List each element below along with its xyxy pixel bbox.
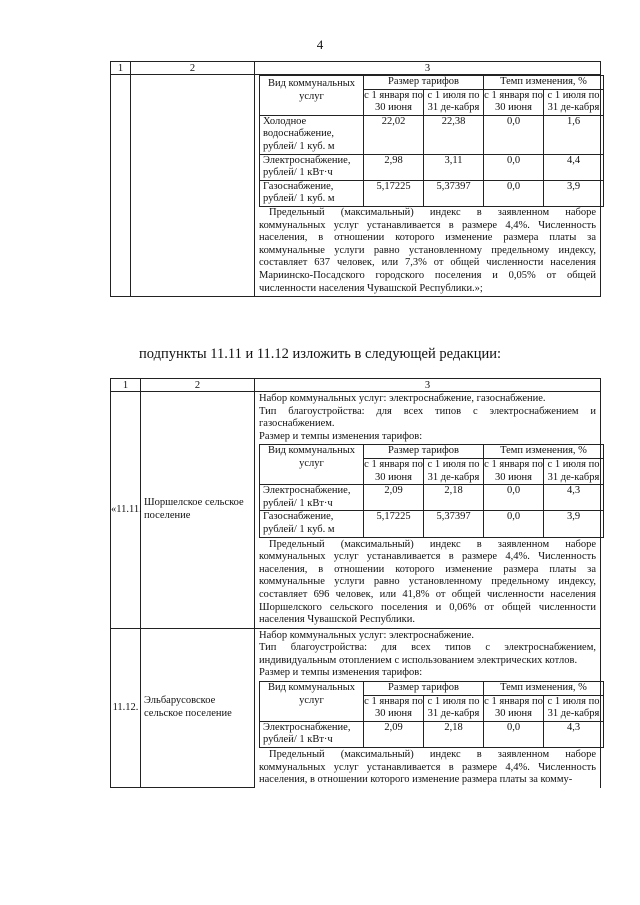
service-name: Газоснабжение, рублей/ 1 куб. м xyxy=(260,511,364,537)
rate-value: 0,0 xyxy=(484,511,544,537)
period-header: с 1 января по 30 июня xyxy=(484,458,544,484)
service-name: Электроснабжение, рублей/ 1 кВт·ч xyxy=(260,721,364,747)
section-heading: подпункты 11.11 и 11.12 изложить в следующей редакции: xyxy=(138,346,502,362)
rate-value: 0,0 xyxy=(484,180,544,206)
period-header: с 1 июля по 31 де-кабря xyxy=(544,695,604,721)
period-header: с 1 июля по 31 де-кабря xyxy=(424,458,484,484)
size-header: Размер тарифов xyxy=(364,76,484,90)
period-header: с 1 июля по 31 де-кабря xyxy=(544,89,604,115)
amenity-type: Тип благоустройства: для всех типов с электроснабжением, индивидуальным отоплением с использованием электрических котлов. xyxy=(259,642,596,666)
header-col-2: 2 xyxy=(141,379,255,392)
service-name: Холодное водоснабжение, рублей/ 1 куб. м xyxy=(260,115,364,154)
row-content xyxy=(255,75,601,297)
size-header: Размер тарифов xyxy=(364,445,484,459)
period-header: с 1 июля по 31 де-кабря xyxy=(424,695,484,721)
rate-value: 0,0 xyxy=(484,485,544,511)
rate-value: 4,3 xyxy=(544,485,604,511)
rate-header: Темп изменения, % xyxy=(484,682,604,696)
rate-value: 0,0 xyxy=(484,154,544,180)
rate-value: 3,9 xyxy=(544,180,604,206)
header-col-2: 2 xyxy=(131,62,255,75)
index-note: Предельный (максимальный) индекс в заявленном наборе коммунальных услуг устанавливается в размере 4,4%. Численность населения, в отношении которого изменение размера платы за коммунальные услуги равно установленному предельному индексу, составляет 637 человек, или 7,3% от общей численности населения Мариинско-Посадского городского поселения и 0,05% от общей численности населения Чувашской Республики.»; xyxy=(259,206,596,294)
kind-header: Вид коммунальных услуг xyxy=(260,682,364,722)
row-number xyxy=(111,75,131,297)
rate-value: 0,0 xyxy=(484,721,544,747)
table-row xyxy=(111,75,601,297)
header-col-3: 3 xyxy=(255,379,601,392)
settlement-name: Шоршелское сельское поселение xyxy=(141,392,255,629)
tariff-table-continued xyxy=(110,61,601,297)
settlement-name: Эльбарусовское сельское поселение xyxy=(141,628,255,788)
table-row xyxy=(111,392,601,629)
kind-header: Вид коммунальных услуг xyxy=(260,445,364,485)
tariff-value: 3,11 xyxy=(424,154,484,180)
index-note: Предельный (максимальный) индекс в заявленном наборе коммунальных услуг устанавливается в размере 4,4%. Численность населения, в отношении которого изменение размера платы за коммунальные услуги равно установленному предельному индексу, составляет 696 человек, или 41,8% от общей численности населения Шоршелского сельского поселения и 0,06% от общей численности населения Чувашской Республики. xyxy=(259,538,596,626)
page-number: 4 xyxy=(316,37,324,52)
tariff-subtable xyxy=(259,75,604,207)
row-number: 11.12. xyxy=(111,628,141,788)
tariff-value: 5,37397 xyxy=(424,180,484,206)
rate-value: 4,3 xyxy=(544,721,604,747)
tariff-value: 2,09 xyxy=(364,721,424,747)
tariff-value: 2,18 xyxy=(424,721,484,747)
period-header: с 1 января по 30 июня xyxy=(364,695,424,721)
header-col-3: 3 xyxy=(255,62,601,75)
tariff-table xyxy=(110,378,601,788)
tariff-row xyxy=(260,154,604,180)
rate-value: 0,0 xyxy=(484,115,544,154)
period-header: с 1 января по 30 июня xyxy=(484,89,544,115)
tariff-value: 5,17225 xyxy=(364,511,424,537)
period-header: с 1 января по 30 июня xyxy=(484,695,544,721)
tariff-row xyxy=(260,115,604,154)
tariff-row xyxy=(260,180,604,206)
tariff-value: 2,18 xyxy=(424,485,484,511)
services-set: Набор коммунальных услуг: электроснабжение. xyxy=(259,629,475,641)
rate-value: 3,9 xyxy=(544,511,604,537)
period-header: с 1 января по 30 июня xyxy=(364,458,424,484)
period-header: с 1 июля по 31 де-кабря xyxy=(424,89,484,115)
tariff-value: 22,38 xyxy=(424,115,484,154)
header-col-1: 1 xyxy=(111,379,141,392)
kind-header: Вид коммунальных услуг xyxy=(260,76,364,116)
tariff-value: 5,17225 xyxy=(364,180,424,206)
service-name: Электроснабжение, рублей/ 1 кВт·ч xyxy=(260,154,364,180)
tariff-row xyxy=(260,511,604,537)
tariff-value: 5,37397 xyxy=(424,511,484,537)
rate-value: 1,6 xyxy=(544,115,604,154)
period-header: с 1 июля по 31 де-кабря xyxy=(544,458,604,484)
row-number: «11.11. xyxy=(111,392,141,629)
rate-value: 4,4 xyxy=(544,154,604,180)
services-set: Набор коммунальных услуг: электроснабжение, газоснабжение. xyxy=(259,393,546,404)
table-row xyxy=(111,628,601,788)
tariff-subtable xyxy=(259,444,604,537)
tariff-value: 22,02 xyxy=(364,115,424,154)
tariff-subtable xyxy=(259,681,604,748)
rate-header: Темп изменения, % xyxy=(484,445,604,459)
tariff-value: 2,09 xyxy=(364,485,424,511)
index-note: Предельный (максимальный) индекс в заявленном наборе коммунальных услуг устанавливается в размере 4,4%. Численность населения, в отношении которого изменение размера платы за комму- xyxy=(259,749,596,786)
tariff-sizes-label: Размер и темпы изменения тарифов: xyxy=(259,430,423,442)
header-col-1: 1 xyxy=(111,62,131,75)
table-header-row xyxy=(111,62,601,75)
service-name: Электроснабжение, рублей/ 1 кВт·ч xyxy=(260,485,364,511)
rate-header: Темп изменения, % xyxy=(484,76,604,90)
tariff-value: 2,98 xyxy=(364,154,424,180)
tariff-row xyxy=(260,485,604,511)
service-name: Газоснабжение, рублей/ 1 куб. м xyxy=(260,180,364,206)
tariff-sizes-label: Размер и темпы изменения тарифов: xyxy=(259,667,423,679)
period-header: с 1 января по 30 июня xyxy=(364,89,424,115)
size-header: Размер тарифов xyxy=(364,682,484,696)
row-content xyxy=(255,628,601,788)
table-header-row xyxy=(111,379,601,392)
amenity-type: Тип благоустройства: для всех типов с электроснабжением и газоснабжением. xyxy=(259,405,596,430)
tariff-row xyxy=(260,721,604,747)
row-content xyxy=(255,392,601,629)
settlement-name xyxy=(131,75,255,297)
